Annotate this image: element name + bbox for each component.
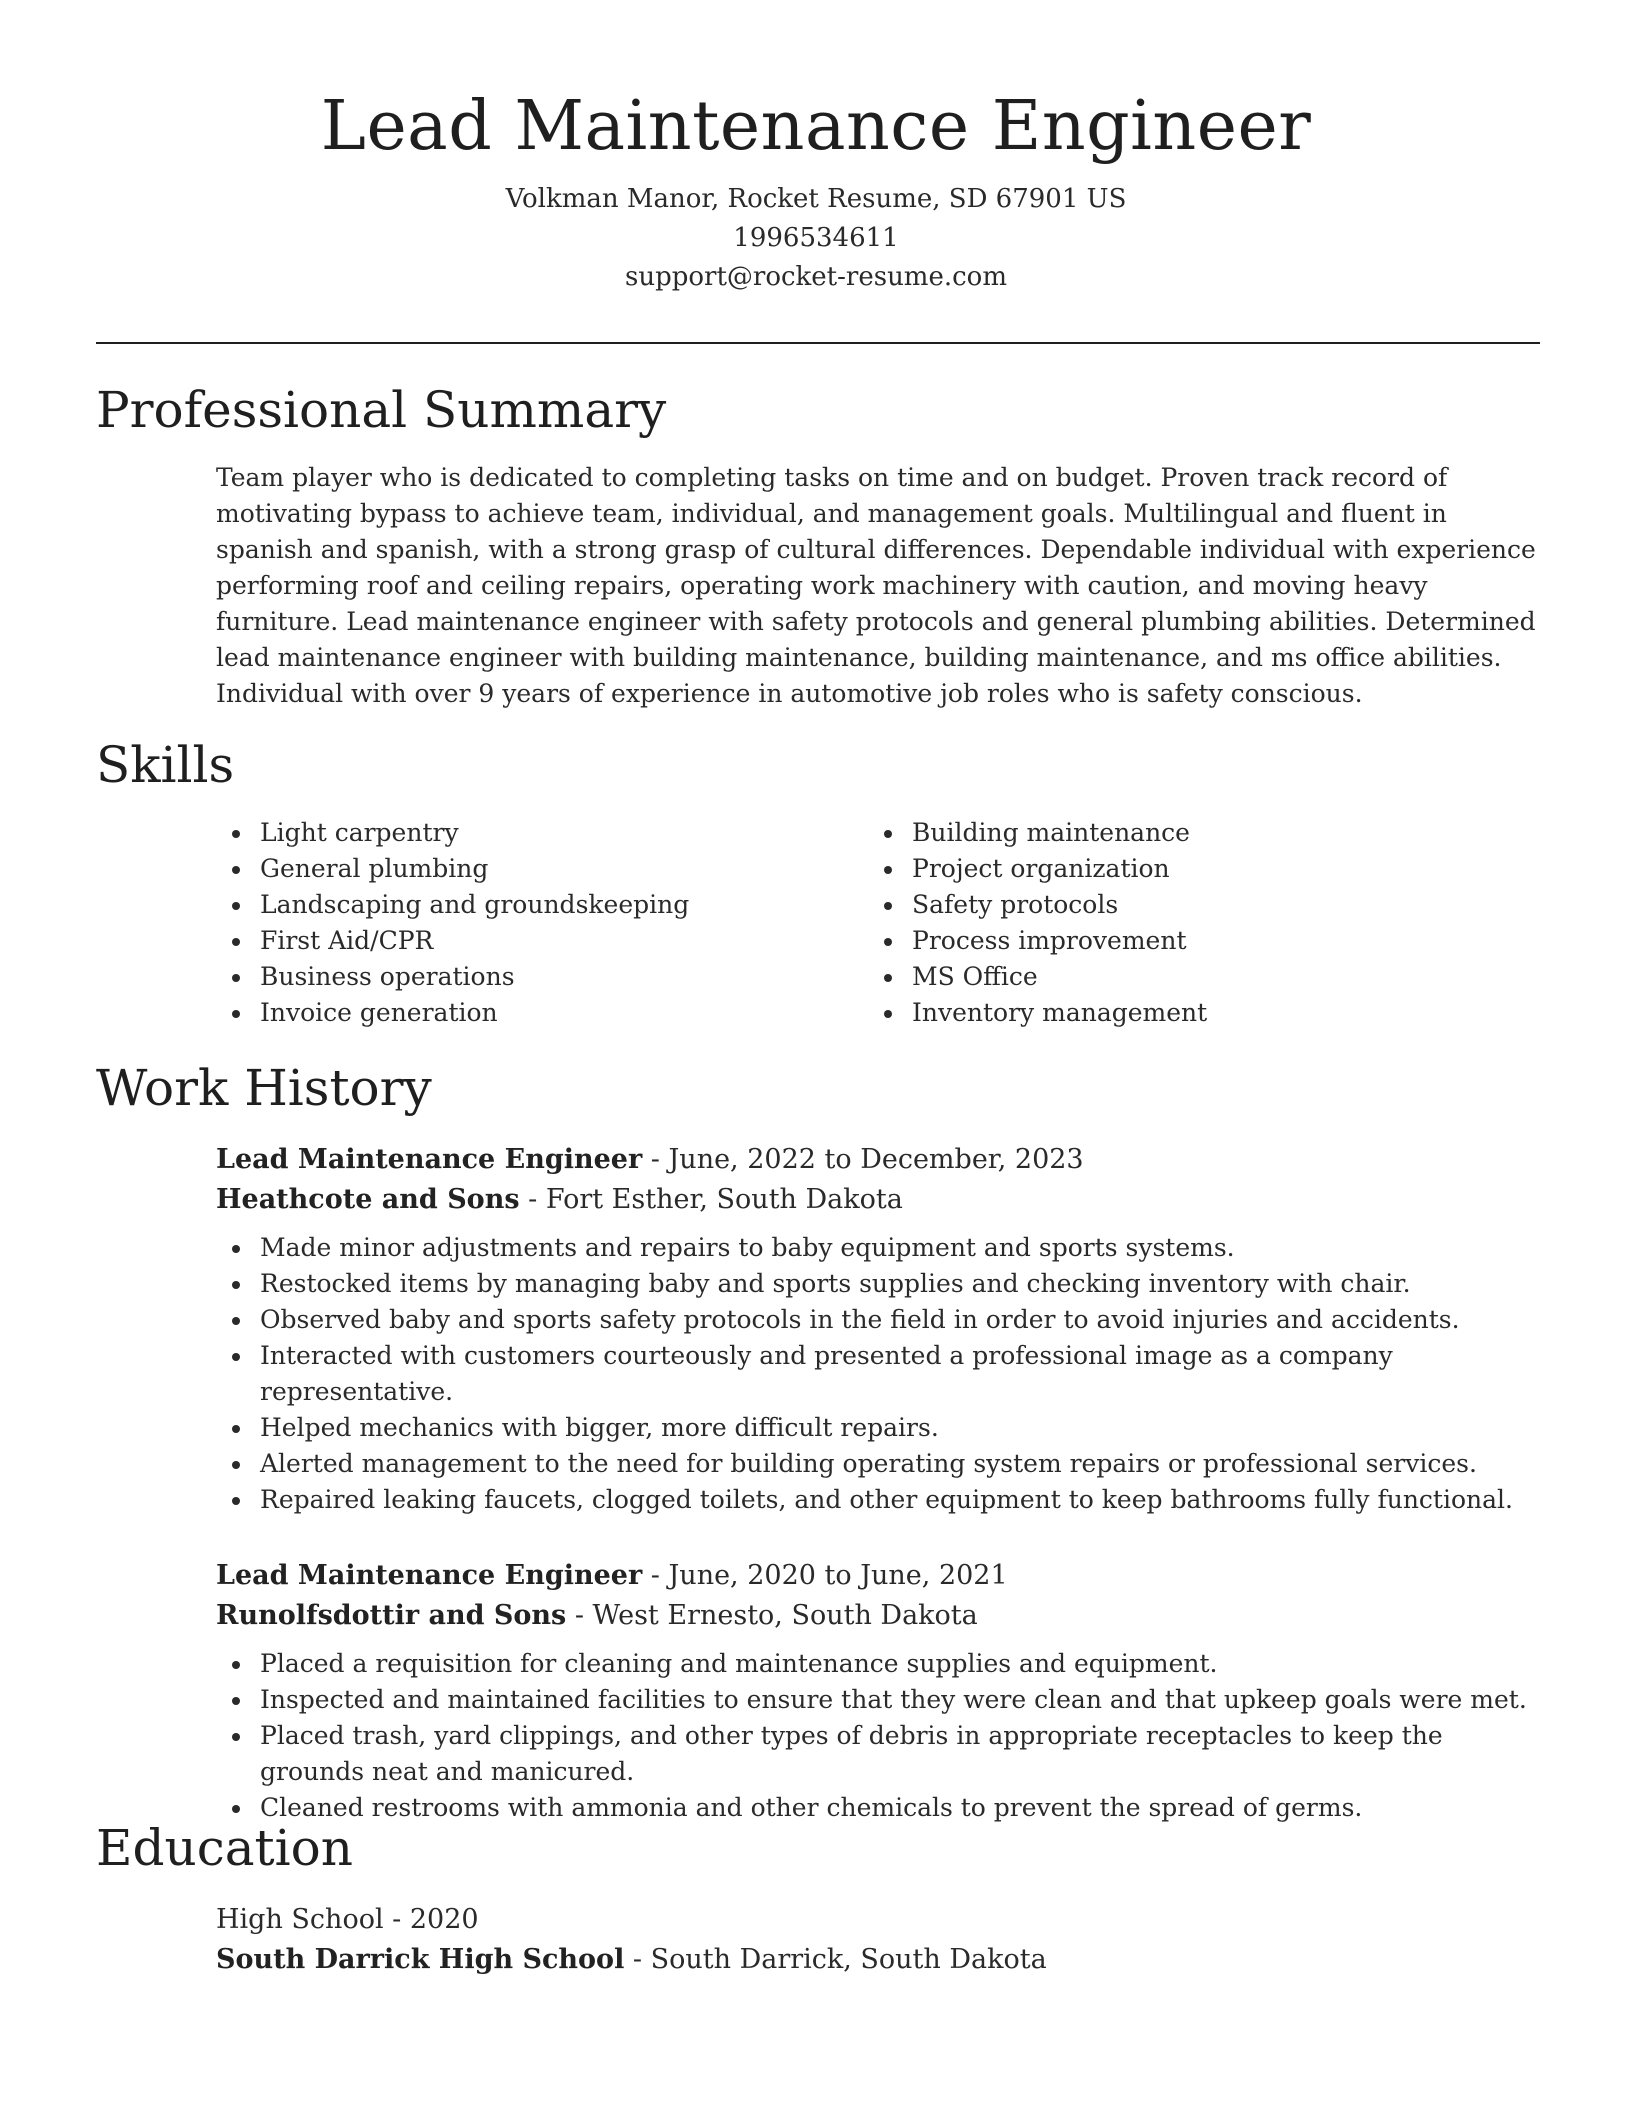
contact-address: Volkman Manor, Rocket Resume, SD 67901 US [505,184,1127,214]
skills-section [96,735,1540,1031]
job-duty-item: Cleaned restrooms with ammonia and other chemicals to prevent the spread of germs. [216,1790,1540,1826]
education-school-line [216,1940,1540,1980]
job-company-line [216,1180,1540,1220]
education-entry [216,1900,1540,1980]
job-title-line [216,1140,1540,1180]
work-history-section [96,1058,1540,1826]
skill-item: MS Office [868,959,1520,995]
contact-phone: 1996534611 [733,223,899,253]
job-duty-item: Observed baby and sports safety protocols in the field in order to avoid injuries and accidents. [216,1302,1540,1338]
candidate-name: Lead Maintenance Engineer [320,87,1312,166]
work-history-title: Work History [96,1059,432,1117]
job-company-line [216,1596,1540,1636]
contact-email: support@rocket-resume.com [624,262,1007,292]
skills-grid [216,815,1540,1031]
job-duty-item: Repaired leaking faucets, clogged toilets, and other equipment to keep bathrooms fully functional. [216,1482,1540,1518]
skill-item: Landscaping and groundskeeping [216,887,868,923]
skill-item: Inventory management [868,995,1520,1031]
education-section [96,1818,1540,1980]
job-duty-item: Helped mechanics with bigger, more difficult repairs. [216,1410,1540,1446]
job-duty-item: Made minor adjustments and repairs to baby equipment and sports systems. [216,1230,1540,1266]
job-duties [216,1646,1540,1826]
job-entry [216,1556,1540,1826]
job-dates: - June, 2020 to June, 2021 [642,1560,1008,1591]
education-degree: High School [216,1904,384,1935]
job-company: Runolfsdottir and Sons [216,1600,567,1631]
job-duty-item: Inspected and maintained facilities to ensure that they were clean and that upkeep goals were met. [216,1682,1540,1718]
skill-item: First Aid/CPR [216,923,868,959]
skills-title: Skills [96,736,235,794]
job-duty-item: Restocked items by managing baby and sports supplies and checking inventory with chair. [216,1266,1540,1302]
skill-item: Invoice generation [216,995,868,1031]
job-duty-item: Interacted with customers courteously and presented a professional image as a company representative. [216,1338,1540,1410]
job-role: Lead Maintenance Engineer [216,1560,643,1591]
job-duty-item: Placed a requisition for cleaning and maintenance supplies and equipment. [216,1646,1540,1682]
education-title: Education [96,1819,353,1877]
skill-item: General plumbing [216,851,868,887]
job-dates: - June, 2022 to December, 2023 [642,1144,1084,1175]
education-degree-line [216,1900,1540,1940]
skill-item: Business operations [216,959,868,995]
job-duty-item: Placed trash, yard clippings, and other types of debris in appropriate receptacles to keep the grounds neat and manicured. [216,1718,1540,1790]
job-duty-item: Alerted management to the need for building operating system repairs or professional services. [216,1446,1540,1482]
summary-section [96,380,1540,712]
summary-title: Professional Summary [96,381,667,439]
skills-right-column [868,815,1520,1031]
education-year: - 2020 [383,1904,479,1935]
job-company: Heathcote and Sons [216,1184,520,1215]
summary-text: Team player who is dedicated to completing tasks on time and on budget. Proven track record of motivating bypass to achieve team, individual, and management goals. Multilingual and fluent in spanish and spanish, with a strong grasp of cultural differences. Dependable individual with experience performing roof and ceiling repairs, operating work machinery with caution, and moving heavy furniture. Lead maintenance engineer with safety protocols and general plumbing abilities. Determined lead maintenance engineer with building maintenance, building maintenance, and ms office abilities. Individual with over 9 years of experience in automotive job roles who is safety conscious. [216,463,1536,708]
skills-left-column [216,815,868,1031]
skill-item: Project organization [868,851,1520,887]
skill-item: Building maintenance [868,815,1520,851]
job-location: - West Ernesto, South Dakota [566,1600,978,1631]
job-entry [216,1140,1540,1518]
job-duties [216,1230,1540,1518]
education-location: - South Darrick, South Dakota [624,1944,1047,1975]
job-title-line [216,1556,1540,1596]
skill-item: Safety protocols [868,887,1520,923]
job-location: - Fort Esther, South Dakota [519,1184,903,1215]
job-role: Lead Maintenance Engineer [216,1144,643,1175]
resume-header [0,86,1632,297]
skill-item: Light carpentry [216,815,868,851]
header-divider [96,342,1540,344]
contact-info [0,180,1632,297]
education-school: South Darrick High School [216,1944,625,1975]
skill-item: Process improvement [868,923,1520,959]
